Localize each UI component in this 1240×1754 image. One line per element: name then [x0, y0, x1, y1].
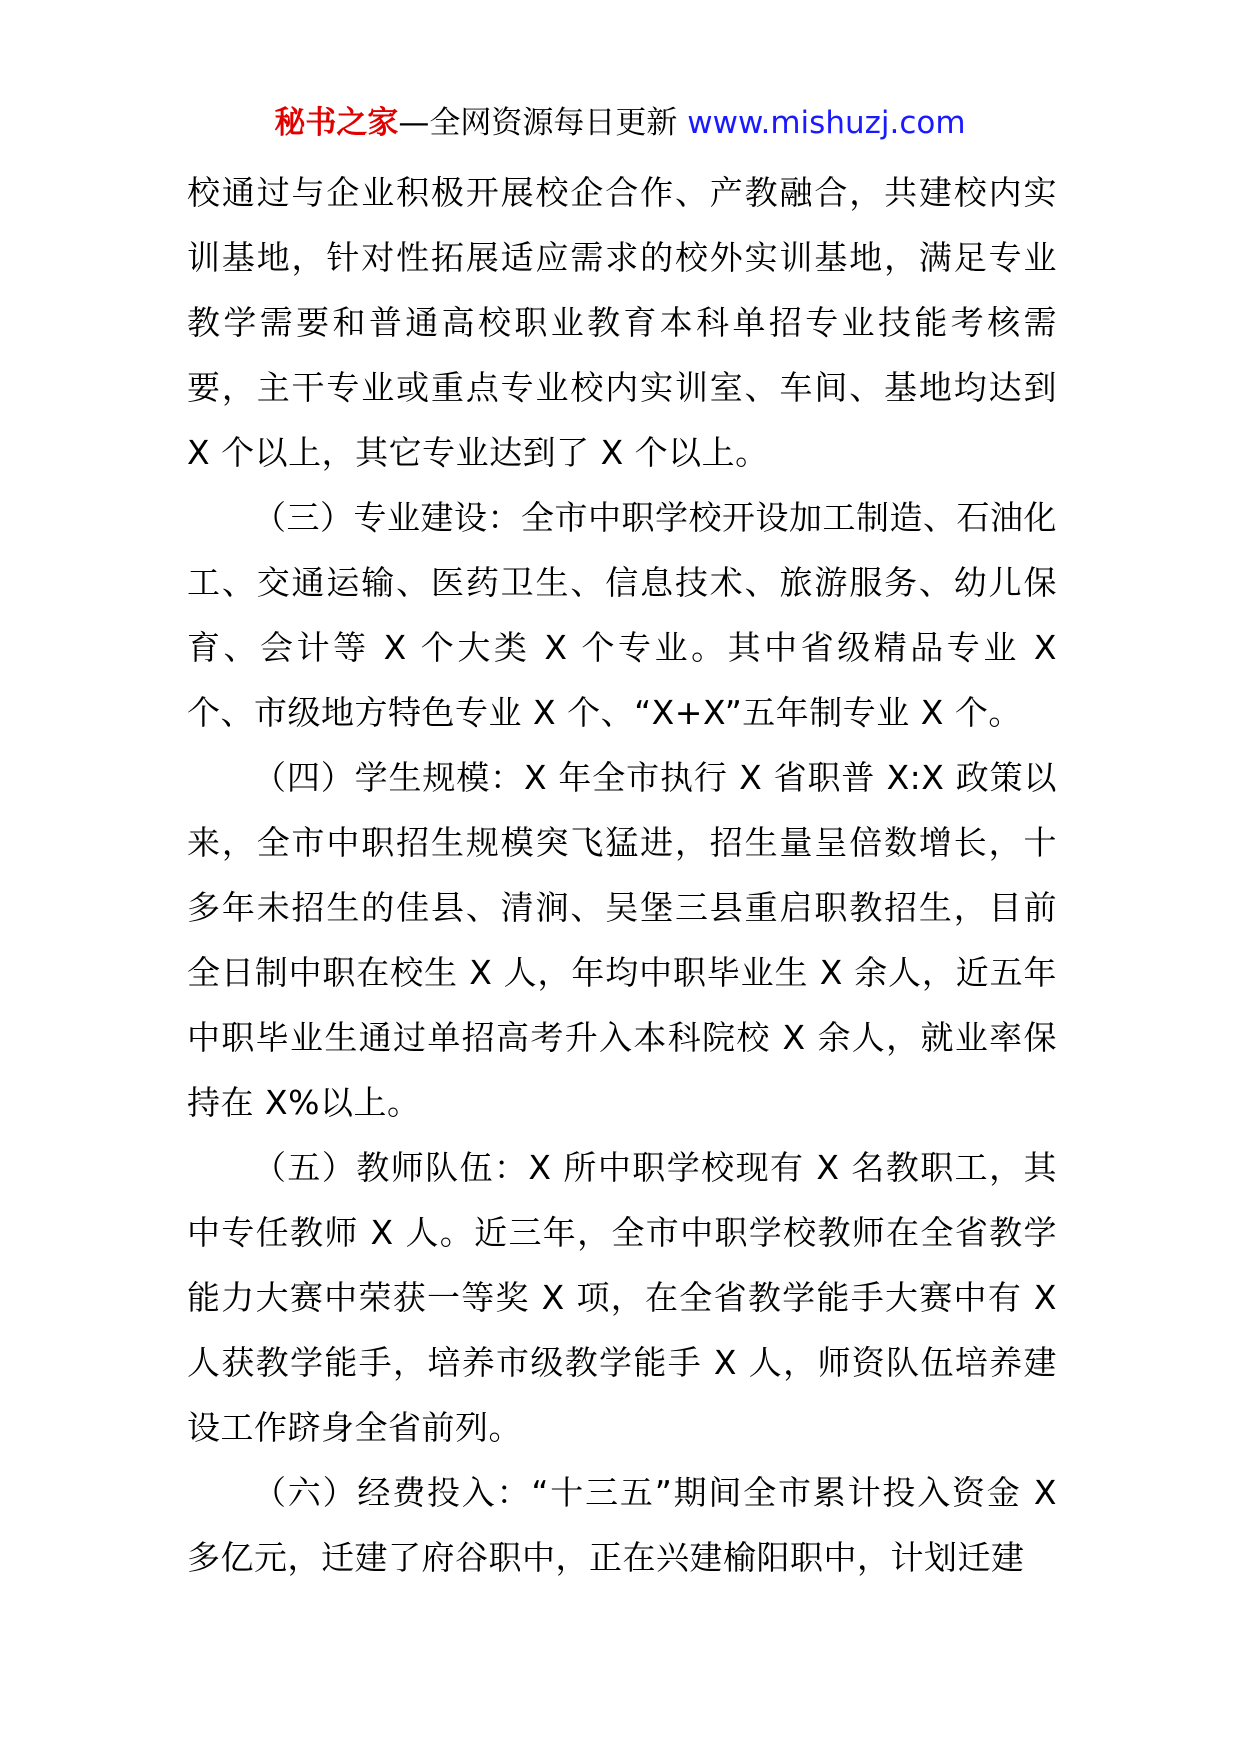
- header-tagline: —全网资源每日更新: [398, 105, 688, 141]
- header-brand: 秘书之家: [274, 105, 399, 141]
- paragraph-continuation: 校通过与企业积极开展校企合作、产教融合，共建校内实训基地，针对性拓展适应需求的校外实训基地，满足专业教学需要和普通高校职业教育本科单招专业技能考核需要，主干专业或重点专业校内实训室、车间、基地均达到 X 个以上，其它专业达到了 X 个以上。: [187, 173, 1057, 472]
- page-header: [0, 98, 1240, 148]
- paragraph-section-4: （四）学生规模：X 年全市执行 X 省职普 X:X 政策以来，全市中职招生规模突飞猛进，招生量呈倍数增长，十多年未招生的佳县、清涧、吴堡三县重启职教招生，目前全日制中职在校生 X 人，年均中职毕业生 X 余人，近五年中职毕业生通过单招高考升入本科院校 X 余人，就业率保持在 X%以上。: [187, 758, 1057, 1122]
- paragraph-section-3: （三）专业建设：全市中职学校开设加工制造、石油化工、交通运输、医药卫生、信息技术、旅游服务、幼儿保育、会计等 X 个大类 X 个专业。其中省级精品专业 X 个、市级地方特色专业 X 个、“X+X”五年制专业 X 个。: [187, 498, 1057, 732]
- paragraph-section-6: （六）经费投入：“十三五”期间全市累计投入资金 X 多亿元，迁建了府谷职中，正在兴建榆阳职中，计划迁建: [187, 1473, 1057, 1577]
- header-url-link[interactable]: www.mishuzj.com: [687, 105, 966, 141]
- paragraph-section-5: （五）教师队伍：X 所中职学校现有 X 名教职工，其中专任教师 X 人。近三年，全市中职学校教师在全省教学能力大赛中荣获一等奖 X 项，在全省教学能手大赛中有 X 人获教学能手，培养市级教学能手 X 人，师资队伍培养建设工作跻身全省前列。: [187, 1148, 1057, 1447]
- document-body: [187, 160, 1057, 1590]
